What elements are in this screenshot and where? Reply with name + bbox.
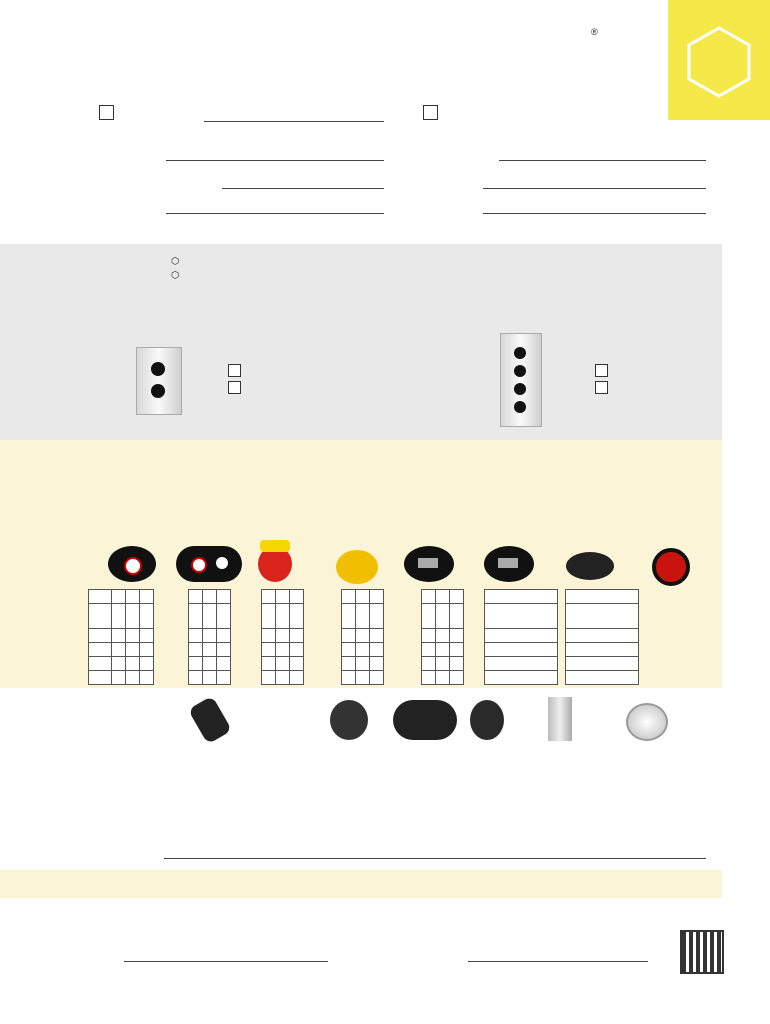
grid-number	[450, 590, 464, 604]
grid-checkbox-cell[interactable]	[370, 657, 384, 671]
grid-checkbox-cell[interactable]	[450, 671, 464, 685]
grid-checkbox-cell[interactable]	[356, 629, 370, 643]
grid-checkbox-cell[interactable]	[342, 643, 356, 657]
grid-checkbox-cell[interactable]	[356, 671, 370, 685]
grid-checkbox-cell[interactable]	[140, 629, 154, 643]
ex-hexagon-icon	[668, 0, 770, 120]
grid-option	[422, 604, 436, 629]
button-icon	[514, 365, 526, 377]
button-icon	[514, 401, 526, 413]
grid-checkbox-cell[interactable]	[262, 629, 276, 643]
grid-checkbox-cell[interactable]	[422, 671, 436, 685]
grid-checkbox-cell[interactable]	[422, 657, 436, 671]
street-field[interactable]	[222, 188, 384, 189]
grid-checkbox-cell[interactable]	[290, 671, 304, 685]
grid-checkbox-cell[interactable]	[126, 629, 140, 643]
ex-symbol-icon: ⬡	[171, 270, 180, 281]
grid-option	[203, 604, 217, 629]
date-field[interactable]	[124, 961, 328, 962]
key-switch-3pos-image	[484, 546, 534, 582]
button-icon	[514, 347, 526, 359]
grid-checkbox-cell[interactable]	[140, 671, 154, 685]
grid-checkbox-cell[interactable]	[140, 657, 154, 671]
gas-type-band	[0, 870, 722, 898]
grid-number	[370, 590, 384, 604]
grid-checkbox-cell[interactable]	[485, 657, 558, 671]
grid-checkbox-cell[interactable]	[276, 643, 290, 657]
grid-option	[342, 604, 356, 629]
grid-checkbox-cell[interactable]	[262, 643, 276, 657]
button-icon	[514, 383, 526, 395]
grid-checkbox-cell[interactable]	[370, 643, 384, 657]
grid-checkbox-cell[interactable]	[112, 657, 126, 671]
grid-checkbox-cell[interactable]	[370, 629, 384, 643]
selection-grid	[565, 589, 639, 685]
grid-option	[276, 604, 290, 629]
grid-option	[217, 604, 231, 629]
grid-number	[189, 590, 203, 604]
grid-checkbox-cell[interactable]	[203, 657, 217, 671]
grid-checkbox-cell[interactable]	[203, 629, 217, 643]
selection-grid	[421, 589, 464, 685]
inquiry-checkbox[interactable]	[423, 105, 438, 120]
grid-checkbox-cell[interactable]	[276, 657, 290, 671]
large-dust-checkbox[interactable]	[595, 381, 608, 394]
double-pushbutton-image	[176, 546, 242, 582]
grid-checkbox-cell[interactable]	[356, 657, 370, 671]
grid-checkbox-cell[interactable]	[290, 657, 304, 671]
grid-number	[262, 590, 276, 604]
grid-checkbox-cell[interactable]	[436, 671, 450, 685]
mushroom-button-image	[336, 550, 378, 584]
zip-field[interactable]	[166, 213, 384, 214]
grid-checkbox-cell[interactable]	[189, 657, 203, 671]
grid-checkbox-cell[interactable]	[342, 671, 356, 685]
grid-checkbox-cell[interactable]	[436, 629, 450, 643]
grid-number	[140, 590, 154, 604]
grid-checkbox-cell[interactable]	[566, 643, 639, 657]
button-icon	[151, 362, 165, 376]
registered-mark: ®	[591, 27, 598, 37]
grid-row-label	[89, 643, 112, 657]
enclosure-band	[0, 244, 722, 440]
large-enclosure-image	[500, 333, 542, 427]
grid-checkbox-cell[interactable]	[262, 657, 276, 671]
key-switch-image	[404, 546, 454, 582]
grid-checkbox-cell[interactable]	[450, 657, 464, 671]
grid-option	[140, 604, 154, 629]
grid-option	[126, 604, 140, 629]
order-nr-field[interactable]	[204, 121, 384, 122]
grid-number	[217, 590, 231, 604]
grid-checkbox-cell[interactable]	[450, 643, 464, 657]
signal-lamp-image	[652, 548, 690, 586]
grid-option	[356, 604, 370, 629]
grid-row-label	[89, 629, 112, 643]
grid-number	[356, 590, 370, 604]
small-gas-checkbox[interactable]	[228, 364, 241, 377]
grid-checkbox-cell[interactable]	[290, 643, 304, 657]
grid-checkbox-cell[interactable]	[217, 671, 231, 685]
grid-number	[485, 590, 558, 604]
gland-3-image	[470, 700, 504, 740]
button-icon	[151, 384, 165, 398]
phone-field[interactable]	[483, 188, 706, 189]
reference-field[interactable]	[499, 160, 706, 161]
gland-2-image	[393, 700, 457, 740]
grid-checkbox-cell[interactable]	[370, 671, 384, 685]
ex-symbol-icon: ⬡	[171, 256, 180, 267]
grid-option	[485, 604, 558, 629]
grid-checkbox-cell[interactable]	[112, 629, 126, 643]
grid-checkbox-cell[interactable]	[485, 643, 558, 657]
grid-checkbox-cell[interactable]	[276, 629, 290, 643]
grid-checkbox-cell[interactable]	[203, 643, 217, 657]
grid-checkbox-cell[interactable]	[422, 643, 436, 657]
grid-checkbox-cell[interactable]	[356, 643, 370, 657]
grid-checkbox-cell[interactable]	[436, 657, 450, 671]
email-field[interactable]	[483, 213, 706, 214]
ex-badge	[668, 0, 770, 120]
gland-1-image	[330, 700, 368, 740]
signature-field[interactable]	[468, 961, 648, 962]
large-gas-checkbox[interactable]	[595, 364, 608, 377]
grid-checkbox-cell[interactable]	[112, 671, 126, 685]
grid-code-header	[89, 590, 112, 604]
selection-grid	[88, 589, 154, 685]
grid-cell	[89, 604, 112, 629]
gland-5-image	[626, 703, 668, 741]
company-field[interactable]	[166, 160, 384, 161]
order-nr-checkbox[interactable]	[99, 105, 114, 120]
grid-option	[189, 604, 203, 629]
selection-grid	[188, 589, 231, 685]
grid-number	[203, 590, 217, 604]
emergency-stop-image	[258, 546, 292, 582]
grid-checkbox-cell[interactable]	[342, 657, 356, 671]
grid-number	[126, 590, 140, 604]
pushbutton-image	[108, 546, 156, 582]
grid-option	[112, 604, 126, 629]
grid-checkbox-cell[interactable]	[566, 629, 639, 643]
grid-row-label	[89, 657, 112, 671]
grid-number	[112, 590, 126, 604]
grid-checkbox-cell[interactable]	[276, 671, 290, 685]
qr-code-icon	[680, 930, 724, 974]
grid-checkbox-cell[interactable]	[126, 671, 140, 685]
grid-checkbox-cell[interactable]	[217, 657, 231, 671]
grid-checkbox-cell[interactable]	[566, 671, 639, 685]
grid-checkbox-cell[interactable]	[126, 657, 140, 671]
gland-image	[188, 696, 232, 745]
selection-grid	[261, 589, 304, 685]
grid-option	[566, 604, 639, 629]
grid-checkbox-cell[interactable]	[189, 629, 203, 643]
grid-checkbox-cell[interactable]	[262, 671, 276, 685]
selection-grid	[484, 589, 558, 685]
blanking-element-image	[566, 552, 614, 580]
grid-option	[370, 604, 384, 629]
grid-checkbox-cell[interactable]	[112, 643, 126, 657]
selection-grid	[341, 589, 384, 685]
grid-checkbox-cell[interactable]	[436, 643, 450, 657]
grid-number	[422, 590, 436, 604]
grid-checkbox-cell[interactable]	[217, 629, 231, 643]
grid-checkbox-cell[interactable]	[140, 643, 154, 657]
grid-option	[436, 604, 450, 629]
grid-checkbox-cell[interactable]	[189, 643, 203, 657]
small-dust-checkbox[interactable]	[228, 381, 241, 394]
grid-checkbox-cell[interactable]	[422, 629, 436, 643]
small-enclosure-image	[136, 347, 182, 415]
grid-number	[436, 590, 450, 604]
grid-number	[342, 590, 356, 604]
grid-checkbox-cell[interactable]	[126, 643, 140, 657]
grid-checkbox-cell[interactable]	[217, 643, 231, 657]
grid-number	[566, 590, 639, 604]
grid-checkbox-cell[interactable]	[342, 629, 356, 643]
grid-checkbox-cell[interactable]	[566, 657, 639, 671]
grid-option	[450, 604, 464, 629]
grid-option	[290, 604, 304, 629]
gland-4-image	[548, 697, 572, 741]
grid-checkbox-cell[interactable]	[189, 671, 203, 685]
grid-number	[276, 590, 290, 604]
grid-checkbox-cell[interactable]	[203, 671, 217, 685]
grid-checkbox-cell[interactable]	[450, 629, 464, 643]
grid-checkbox-cell[interactable]	[485, 671, 558, 685]
grid-checkbox-cell[interactable]	[290, 629, 304, 643]
grid-checkbox-cell[interactable]	[485, 629, 558, 643]
grid-option	[262, 604, 276, 629]
grid-row-label	[89, 671, 112, 685]
remarks-field[interactable]	[164, 858, 706, 859]
grid-number	[290, 590, 304, 604]
